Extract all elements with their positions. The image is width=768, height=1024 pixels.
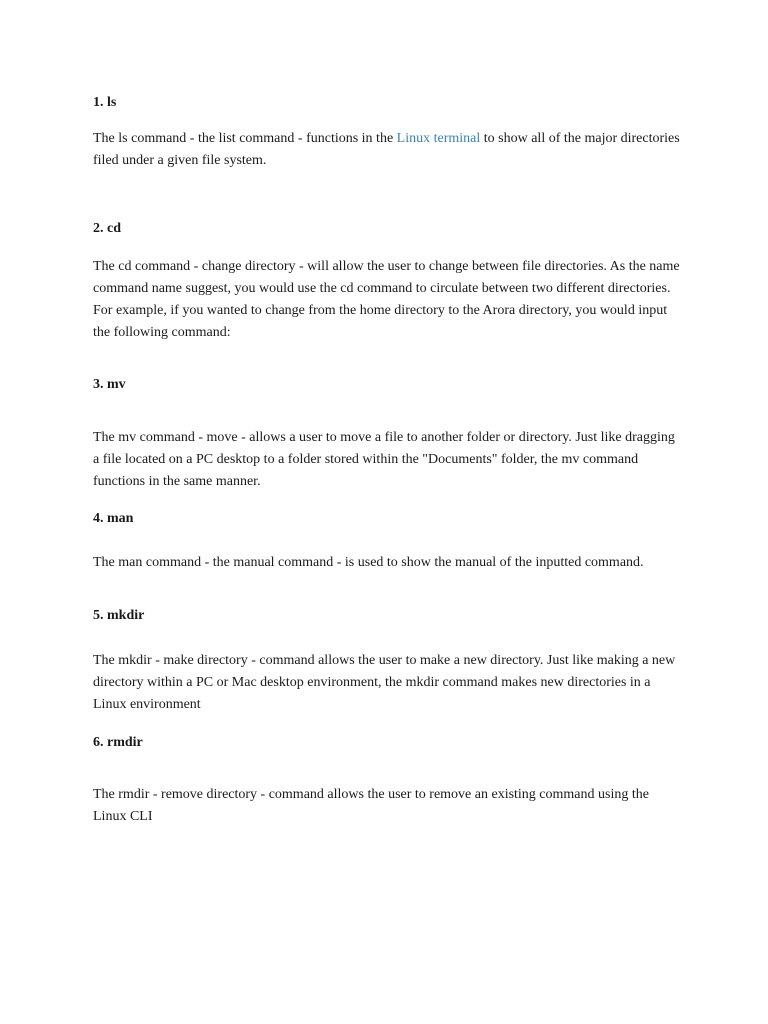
section-body-man: The man command - the manual command - is used to show the manual of the inputted command.	[93, 555, 644, 570]
section-heading-cd: 2. cd	[93, 221, 121, 236]
section-heading-rmdir: 6. rmdir	[93, 735, 143, 750]
section-body-cd: The cd command - change directory - will allow the user to change between file directories. As the name command name suggest, you would use the cd command to circulate between two different directories. For example, if you wanted to change from the home directory to the Arora directory, you would input the following command:	[93, 259, 680, 340]
section-heading-mkdir: 5. mkdir	[93, 608, 145, 623]
section-heading-man: 4. man	[93, 511, 134, 526]
section-body-ls	[93, 128, 683, 172]
section-body-mv: The mv command - move - allows a user to move a file to another folder or directory. Just like dragging a file located on a PC desktop to a folder stored within the "Documents" folder, the mv command functions in the same manner.	[93, 430, 675, 489]
section-body-mkdir: The mkdir - make directory - command allows the user to make a new directory. Just like making a new directory within a PC or Mac desktop environment, the mkdir command makes new directories in a Linux environment	[93, 653, 676, 712]
section-body-ls-text-end: to show all of the major directories filed under a given file system.	[93, 131, 680, 168]
section-heading-mv: 3. mv	[93, 377, 126, 392]
linux-terminal-link[interactable]: Linux terminal	[396, 131, 481, 146]
section-heading-ls: 1. ls	[93, 95, 117, 110]
section-body-ls-text-start: The ls command - the list command - functions in the	[93, 131, 397, 146]
section-body-rmdir: The rmdir - remove directory - command allows the user to remove an existing command using the Linux CLI	[93, 787, 649, 824]
